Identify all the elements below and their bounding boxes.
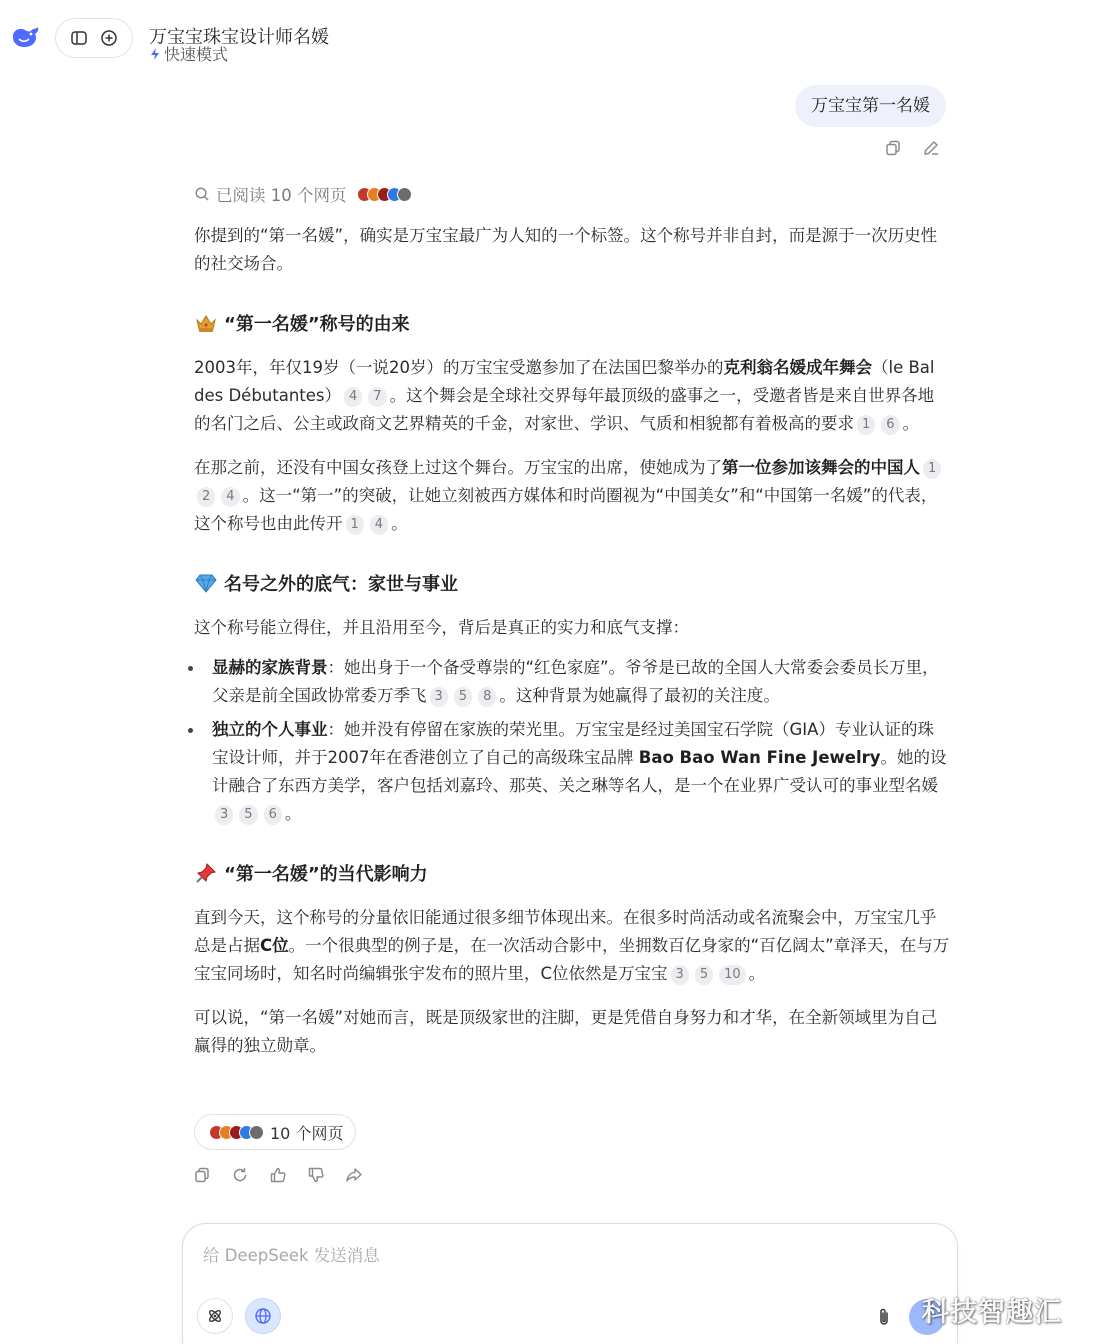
citation-badge[interactable]: 5 — [695, 965, 713, 985]
text: 。她的设计融合了东西方美学，客户包括刘嘉玲、那英、关之琳等名人，是一个在业界广受认可的事业型名媛 — [212, 748, 947, 795]
mode-label: 快速模式 — [164, 45, 229, 64]
citation-badge[interactable]: 1 — [923, 459, 941, 479]
citation-badge[interactable]: 5 — [454, 687, 472, 707]
bullet-label: 独立的个人事业 — [212, 720, 328, 739]
intro-paragraph: 你提到的“第一名媛”，确实是万宝宝最广为人知的一个标签。这个称号并非自封，而是源于一次历史性的社交场合。 — [194, 226, 938, 273]
new-chat-icon[interactable] — [98, 27, 120, 49]
bullet-list — [194, 654, 950, 828]
thumbs-down-icon[interactable] — [306, 1165, 326, 1185]
citation-badge[interactable]: 1 — [857, 415, 875, 435]
deep-think-button[interactable] — [197, 1298, 233, 1334]
section-heading — [194, 858, 950, 888]
share-icon[interactable] — [344, 1165, 364, 1185]
text: ：她并没有停留在家族的荣光里。万宝宝是经过美国宝石学院（GIA）专业认证的珠宝设计师，并于2007年在香港创立了自己的高级珠宝品牌 — [212, 720, 934, 767]
paragraph — [194, 904, 950, 988]
citation-badge[interactable]: 6 — [264, 805, 282, 825]
copy-icon[interactable] — [192, 1165, 212, 1185]
pushpin-icon — [194, 861, 218, 885]
text: 在那之前，还没有中国女孩登上过这个舞台。万宝宝的出席，使她成为了 — [194, 458, 722, 477]
lightning-icon — [149, 47, 161, 61]
deepseek-logo-icon[interactable] — [10, 24, 42, 52]
globe-icon — [254, 1307, 272, 1325]
list-item — [194, 716, 950, 828]
edit-icon[interactable] — [921, 138, 941, 158]
citation-badge[interactable]: 10 — [719, 965, 746, 985]
regenerate-icon[interactable] — [230, 1165, 250, 1185]
atom-icon — [206, 1307, 224, 1325]
search-status[interactable] — [194, 180, 950, 208]
web-search-button[interactable] — [245, 1298, 281, 1334]
text: 直到今天，这个称号的分量依旧能通过很多细节体现出来。在很多时尚活动或名流聚会中，万宝宝几乎总是占据 — [194, 908, 937, 955]
text: （le Bal des Débutantes） — [194, 358, 935, 405]
citation-badge[interactable]: 3 — [671, 965, 689, 985]
section-heading — [194, 308, 950, 338]
bullet-label: 显赫的家族背景 — [212, 658, 328, 677]
paragraph: 这个称号能立得住，并且沿用至今，背后是真正的实力和底气支撑： — [194, 618, 689, 637]
text: 。 — [902, 414, 920, 433]
text: 。 — [284, 804, 302, 823]
text: 。一个很典型的例子是，在一次活动合影中，坐拥数百亿身家的“百亿阔太”章泽天，在与万宝宝同场时，知名时尚编辑张宇发布的照片里，C位依然是万宝宝 — [194, 936, 950, 983]
citation-badge[interactable]: 3 — [430, 687, 448, 707]
section-title: “第一名媛”的当代影响力 — [224, 864, 428, 885]
citation-badge[interactable]: 8 — [478, 687, 496, 707]
thumbs-up-icon[interactable] — [268, 1165, 288, 1185]
citation-badge[interactable]: 2 — [197, 487, 215, 507]
top-bar — [0, 0, 1096, 80]
assistant-answer — [194, 180, 950, 1060]
text: 。这种背景为她赢得了最初的关注度。 — [499, 686, 780, 705]
citation-badge[interactable]: 4 — [344, 387, 362, 407]
favicon-icon — [249, 1125, 264, 1140]
message-input[interactable]: 给 DeepSeek 发送消息 — [203, 1246, 380, 1265]
citation-badge[interactable]: 1 — [346, 515, 364, 535]
search-icon — [194, 186, 210, 202]
sidebar-toggle-icon[interactable] — [68, 27, 90, 49]
copy-icon[interactable] — [883, 138, 903, 158]
bold-text: 第一位参加该舞会的中国人 — [722, 458, 920, 477]
sidebar-controls — [55, 18, 133, 58]
crown-icon — [194, 311, 218, 335]
text: 。这个舞会是全球社交界每年最顶级的盛事之一，受邀者皆是来自世界各地的名门之后、公主或政商文艺界精英的千金，对家世、学识、气质和相貌都有着极高的要求 — [194, 386, 935, 433]
bold-text: 克利翁名媛成年舞会 — [723, 358, 872, 377]
section-heading — [194, 568, 950, 598]
citation-badge[interactable]: 6 — [881, 415, 899, 435]
section-title: 名号之外的底气：家世与事业 — [224, 574, 458, 595]
citation-badge[interactable]: 3 — [215, 805, 233, 825]
paragraph: 可以说，“第一名媛”对她而言，既是顶级家世的注脚，更是凭借自身努力和才华，在全新领域里为自己赢得的独立勋章。 — [194, 1008, 938, 1055]
paragraph — [194, 454, 950, 538]
source-favicons — [357, 187, 412, 202]
text: 2003年，年仅19岁（一说20岁）的万宝宝受邀参加了在法国巴黎举办的 — [194, 358, 724, 377]
citation-badge[interactable]: 4 — [221, 487, 239, 507]
paragraph — [194, 354, 950, 438]
citation-badge[interactable]: 5 — [239, 805, 257, 825]
text: 。 — [391, 514, 408, 533]
brand-name: Bao Bao Wan Fine Jewelry — [638, 748, 881, 767]
source-favicons — [209, 1125, 264, 1140]
mode-indicator — [149, 42, 228, 65]
text: 。 — [748, 964, 766, 983]
text: ：她出身于一个备受尊崇的“红色家庭”。爷爷是已故的全国人大常委会委员长万里，父亲是前全国政协常委万季飞 — [212, 658, 939, 705]
search-status-label: 已阅读 10 个网页 — [216, 186, 347, 205]
sources-button[interactable] — [194, 1114, 356, 1150]
sources-label: 10 个网页 — [270, 1123, 344, 1143]
bold-text: C位 — [260, 936, 289, 955]
user-message-actions — [883, 138, 941, 158]
conversation-title: 万宝宝珠宝设计师名媛 — [149, 27, 329, 48]
gem-icon — [194, 571, 218, 595]
citation-badge[interactable]: 7 — [368, 387, 386, 407]
citation-badge[interactable]: 4 — [370, 515, 388, 535]
watermark: 科技智趣汇 — [922, 1297, 1062, 1328]
message-composer[interactable] — [182, 1223, 958, 1344]
user-message: 万宝宝第一名媛 — [795, 85, 946, 127]
answer-actions — [192, 1165, 364, 1185]
list-item — [194, 654, 950, 710]
text: 。这一“第一”的突破，让她立刻被西方媒体和时尚圈视为“中国美女”和“中国第一名媛”的代表，这个称号也由此传开 — [194, 486, 938, 533]
favicon-icon — [397, 187, 412, 202]
section-title: “第一名媛”称号的由来 — [224, 314, 410, 335]
attach-icon[interactable] — [873, 1306, 895, 1328]
